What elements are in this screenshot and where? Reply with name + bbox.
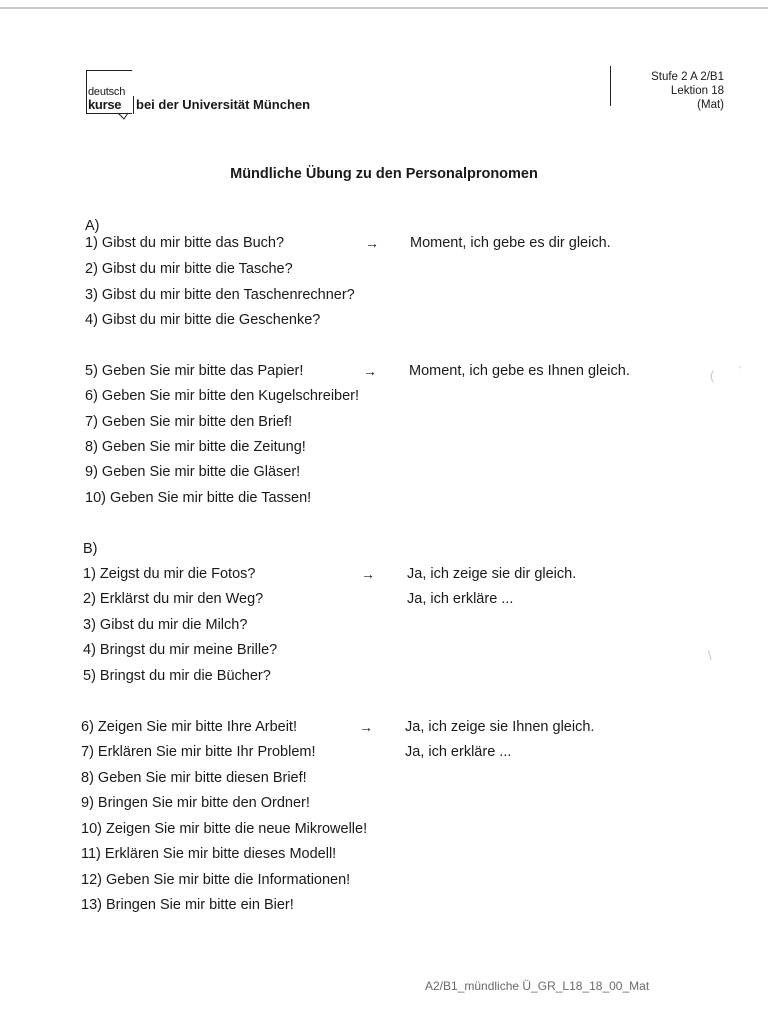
type-label: (Mat) (697, 99, 724, 111)
exercise-item: 4) Gibst du mir bitte die Geschenke? (85, 312, 321, 328)
level-label: Stufe 2 A 2/B1 (651, 71, 724, 83)
logo-text-kurse: kurse (88, 97, 122, 112)
example-answer: Moment, ich gebe es Ihnen gleich. (409, 363, 630, 379)
arrow-icon: → (359, 719, 373, 735)
logo-speech-tail-icon (118, 112, 136, 120)
arrow-icon: → (363, 363, 377, 379)
exercise-item: 6) Geben Sie mir bitte den Kugelschreiber! (85, 388, 360, 404)
section-a-label: A) (85, 218, 100, 234)
arrow-icon: → (361, 566, 375, 582)
exercise-item: 5) Bringst du mir die Bücher? (83, 668, 271, 684)
exercise-item: 10) Geben Sie mir bitte die Tassen! (85, 490, 312, 506)
exercise-item: 13) Bringen Sie mir bitte ein Bier! (81, 897, 294, 913)
example-answer: Ja, ich erkläre ... (405, 744, 512, 760)
exercise-item: 2) Gibst du mir bitte die Tasche? (85, 261, 293, 277)
header-meta (651, 70, 724, 112)
exercise-item: 1) Gibst du mir bitte das Buch? (85, 235, 285, 251)
exercise-item: 8) Geben Sie mir bitte diesen Brief! (81, 770, 307, 786)
section-b-label: B) (83, 541, 98, 557)
exercise-item: 3) Gibst du mir die Milch? (83, 617, 248, 633)
example-answer: Ja, ich zeige sie dir gleich. (407, 566, 577, 582)
exercise-item: 2) Erklärst du mir den Weg? (83, 591, 264, 607)
header-vertical-rule (610, 66, 611, 106)
exercise-item: 10) Zeigen Sie mir bitte die neue Mikrowelle! (81, 821, 368, 837)
logo-text-deutsch: deutsch (88, 86, 126, 98)
footer-filename: A2/B1_mündliche Ü_GR_L18_18_00_Mat (425, 979, 650, 993)
exercise-item: 5) Geben Sie mir bitte das Papier! (85, 363, 304, 379)
exercise-item: 6) Zeigen Sie mir bitte Ihre Arbeit! (81, 719, 297, 735)
exercise-item: 12) Geben Sie mir bitte die Informationen! (81, 872, 351, 888)
lesson-label: Lektion 18 (670, 85, 724, 97)
exercise-item: 7) Geben Sie mir bitte den Brief! (85, 414, 293, 430)
exercise-item: 3) Gibst du mir bitte den Taschenrechner? (85, 287, 355, 303)
logo-university: bei der Universität München (136, 97, 311, 112)
example-answer: Ja, ich erkläre ... (407, 591, 514, 607)
exercise-item: 9) Geben Sie mir bitte die Gläser! (85, 464, 301, 480)
example-answer: Ja, ich zeige sie Ihnen gleich. (405, 719, 595, 735)
exercise-item: 4) Bringst du mir meine Brille? (83, 642, 278, 658)
exercise-item: 9) Bringen Sie mir bitte den Ordner! (81, 795, 310, 811)
scan-mark: ˋ (738, 364, 743, 379)
exercise-item: 1) Zeigst du mir die Fotos? (83, 566, 256, 582)
exercise-item: 8) Geben Sie mir bitte die Zeitung! (85, 439, 306, 455)
example-answer: Moment, ich gebe es dir gleich. (410, 235, 611, 251)
exercise-item: 7) Erklären Sie mir bitte Ihr Problem! (81, 744, 316, 760)
scan-mark: ( (710, 368, 715, 383)
scan-top-edge (0, 7, 768, 9)
arrow-icon: → (365, 235, 379, 251)
page-title: Mündliche Übung zu den Personalpronomen (230, 166, 538, 182)
scan-mark: \ (708, 648, 712, 663)
exercise-item: 11) Erklären Sie mir bitte dieses Modell! (81, 846, 337, 862)
